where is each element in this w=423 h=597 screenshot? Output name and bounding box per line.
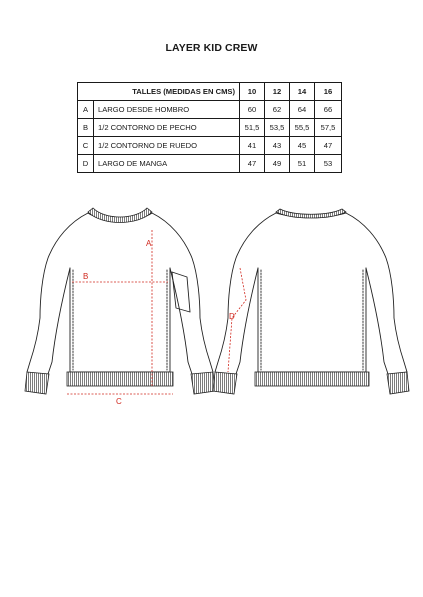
- back-body-outline: [215, 213, 407, 372]
- measurement-code: B: [78, 119, 94, 137]
- size-header-cell: 14: [290, 83, 315, 101]
- back-seam-lines: [261, 270, 363, 370]
- measurement-value: 47: [240, 155, 265, 173]
- measure-label-c: C: [116, 397, 122, 406]
- front-left-cuff: [25, 372, 49, 394]
- measurement-value: 43: [265, 137, 290, 155]
- measurement-value: 51: [290, 155, 315, 173]
- measurement-code: D: [78, 155, 94, 173]
- size-header-cell: 12: [265, 83, 290, 101]
- front-seam-lines: [73, 270, 167, 370]
- measurement-value: 53,5: [265, 119, 290, 137]
- measurement-name: LARGO DE MANGA: [94, 155, 240, 173]
- back-collar-rib: [276, 209, 346, 218]
- back-right-sleeve: [366, 268, 388, 374]
- measurement-value: 47: [315, 137, 342, 155]
- measurement-value: 49: [265, 155, 290, 173]
- measurement-value: 57,5: [315, 119, 342, 137]
- measurement-name: 1/2 CONTORNO DE PECHO: [94, 119, 240, 137]
- measure-label-a: A: [146, 239, 152, 248]
- measurement-value: 66: [315, 101, 342, 119]
- measurement-value: 62: [265, 101, 290, 119]
- document-title: LAYER KID CREW: [165, 42, 258, 54]
- back-sketch: [215, 213, 407, 374]
- front-left-sleeve: [48, 268, 70, 374]
- measurement-value: 51,5: [240, 119, 265, 137]
- measurement-code: A: [78, 101, 94, 119]
- front-body-outline: [27, 213, 213, 372]
- measurement-value: 53: [315, 155, 342, 173]
- front-collar-rib: [88, 208, 152, 223]
- front-sketch: [27, 213, 213, 374]
- measure-label-d: D: [229, 312, 235, 321]
- back-left-sleeve: [236, 268, 258, 374]
- measurement-code: C: [78, 137, 94, 155]
- front-torso: [70, 268, 170, 372]
- front-sleeve-pocket: [172, 272, 190, 312]
- size-chart-header-label: TALLES (MEDIDAS EN CMS): [78, 83, 240, 101]
- back-hem-rib: [255, 372, 369, 386]
- front-right-cuff: [191, 372, 215, 394]
- front-measure-lines: [67, 230, 173, 394]
- measure-label-b: B: [83, 272, 89, 281]
- back-torso: [258, 268, 366, 372]
- measurement-value: 64: [290, 101, 315, 119]
- measurement-value: 60: [240, 101, 265, 119]
- measurement-value: 41: [240, 137, 265, 155]
- measurement-value: 55,5: [290, 119, 315, 137]
- size-header-cell: 16: [315, 83, 342, 101]
- back-left-cuff: [213, 372, 237, 394]
- measurement-name: 1/2 CONTORNO DE RUEDO: [94, 137, 240, 155]
- measurement-name: LARGO DESDE HOMBRO: [94, 101, 240, 119]
- front-hem-rib: [67, 372, 173, 386]
- size-header-cell: 10: [240, 83, 265, 101]
- back-right-cuff: [387, 372, 409, 394]
- measurement-value: 45: [290, 137, 315, 155]
